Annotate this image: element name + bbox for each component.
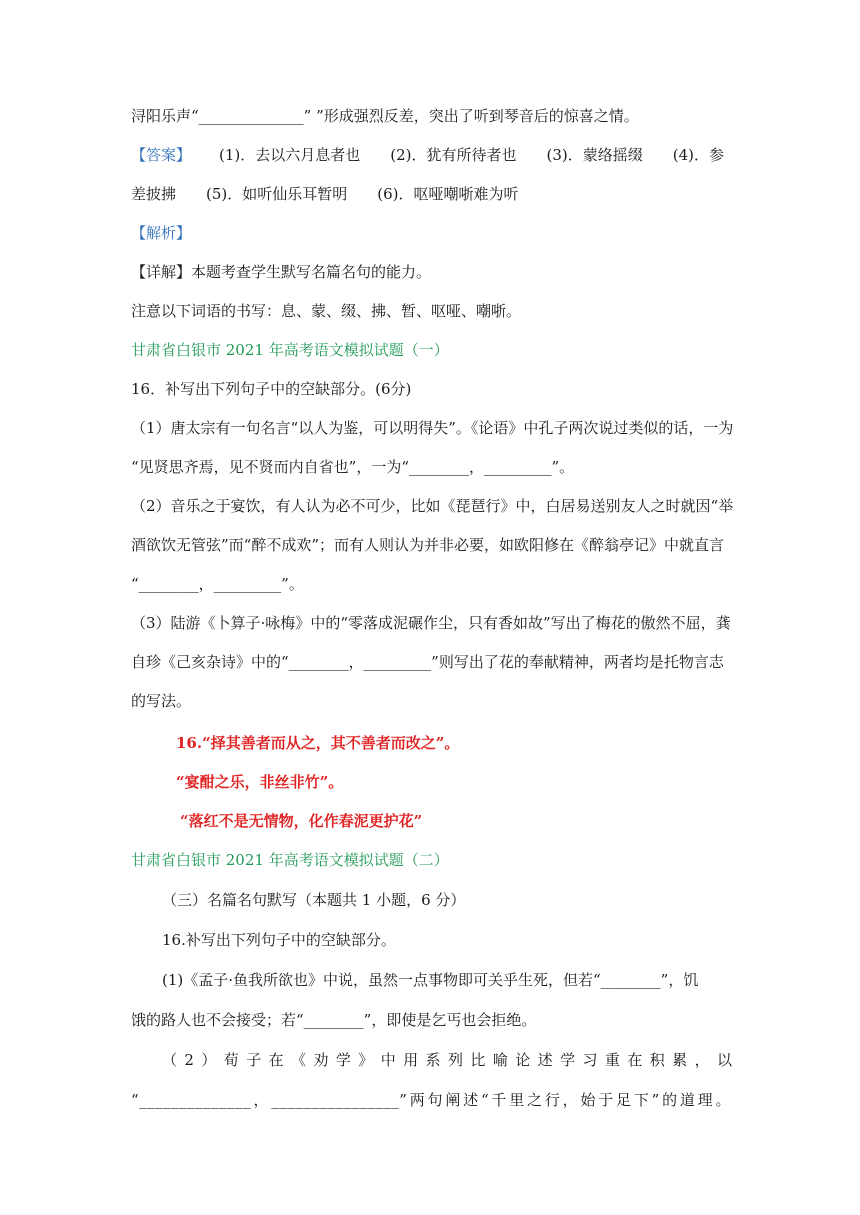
text-line: （2）荀子在《劝学》中用系列比喻论述学习重在积累，以 xyxy=(162,1051,732,1069)
text-line: “______________，________________”两句阐述“千里之行，始于足下”的道理。 xyxy=(131,1091,731,1109)
text-line: 饿的路人也不会接受；若“________”，即使是乞丐也会拒绝。 xyxy=(131,1011,537,1029)
question-title: 16.补写出下列句子中的空缺部分。 xyxy=(162,931,396,949)
section-heading: （三）名篇名句默写（本题共 1 小题，6 分） xyxy=(162,891,466,909)
text-line: （1）唐太宗有一句名言“以人为鉴，可以明得失”。《论语》中孔子两次说过类似的话，一为 xyxy=(131,419,734,437)
text-line: 注意以下词语的书写：息、蒙、缀、拂、暂、呕哑、嘲哳。 xyxy=(131,302,522,320)
answer-label: 【答案】 xyxy=(131,146,192,164)
text-line: 酒欲饮无管弦”而“醉不成欢”；而有人则认为并非必要，如欧阳修在《醉翁亭记》中就直言 xyxy=(131,536,725,554)
answer-red-line: “落红不是无情物，化作春泥更护花” xyxy=(180,812,423,830)
text-line: 差披拂 (5)．如听仙乐耳暂明 (6)．呕哑嘲哳难为听 xyxy=(131,185,519,203)
source-heading: 甘肃省白银市 2021 年高考语文模拟试题（一） xyxy=(131,341,449,359)
answer-red-line: “宴酣之乐，非丝非竹”。 xyxy=(176,773,344,791)
answer-line xyxy=(131,145,731,165)
text-line: 的写法。 xyxy=(131,692,192,710)
text-line: （3）陆游《卜算子·咏梅》中的“零落成泥碾作尘，只有香如故”写出了梅花的傲然不屈，龚 xyxy=(131,614,731,632)
text-line: 浔阳乐声“______________” ”形成强烈反差，突出了听到琴音后的惊喜之情。 xyxy=(131,107,639,125)
question-title: 16．补写出下列句子中的空缺部分。(6分) xyxy=(131,380,412,398)
answer-red-line: 16.“择其善者而从之，其不善者而改之”。 xyxy=(176,734,460,752)
text-line: (1)《孟子·鱼我所欲也》中说，虽然一点事物即可关乎生死，但若“________”，饥 xyxy=(162,971,699,989)
answer-text: (1)．去以六月息者也 (2)．犹有所待者也 (3)．蒙络摇缀 (4)．参 xyxy=(219,146,725,164)
source-heading: 甘肃省白银市 2021 年高考语文模拟试题（二） xyxy=(131,851,449,869)
text-line: “见贤思齐焉，见不贤而内自省也”，一为“________，_________”。 xyxy=(131,458,575,476)
text-line: （2）音乐之于宴饮，有人认为必不可少，比如《琵琶行》中，白居易送别友人之时就因“举 xyxy=(131,497,734,515)
analysis-label: 【解析】 xyxy=(131,224,192,242)
text-line: “________，_________”。 xyxy=(131,575,304,593)
text-line: 【详解】本题考查学生默写名篇名句的能力。 xyxy=(131,263,432,281)
text-line: 自珍《己亥杂诗》中的“________，_________”则写出了花的奉献精神，两者均是托物言志 xyxy=(131,653,724,671)
